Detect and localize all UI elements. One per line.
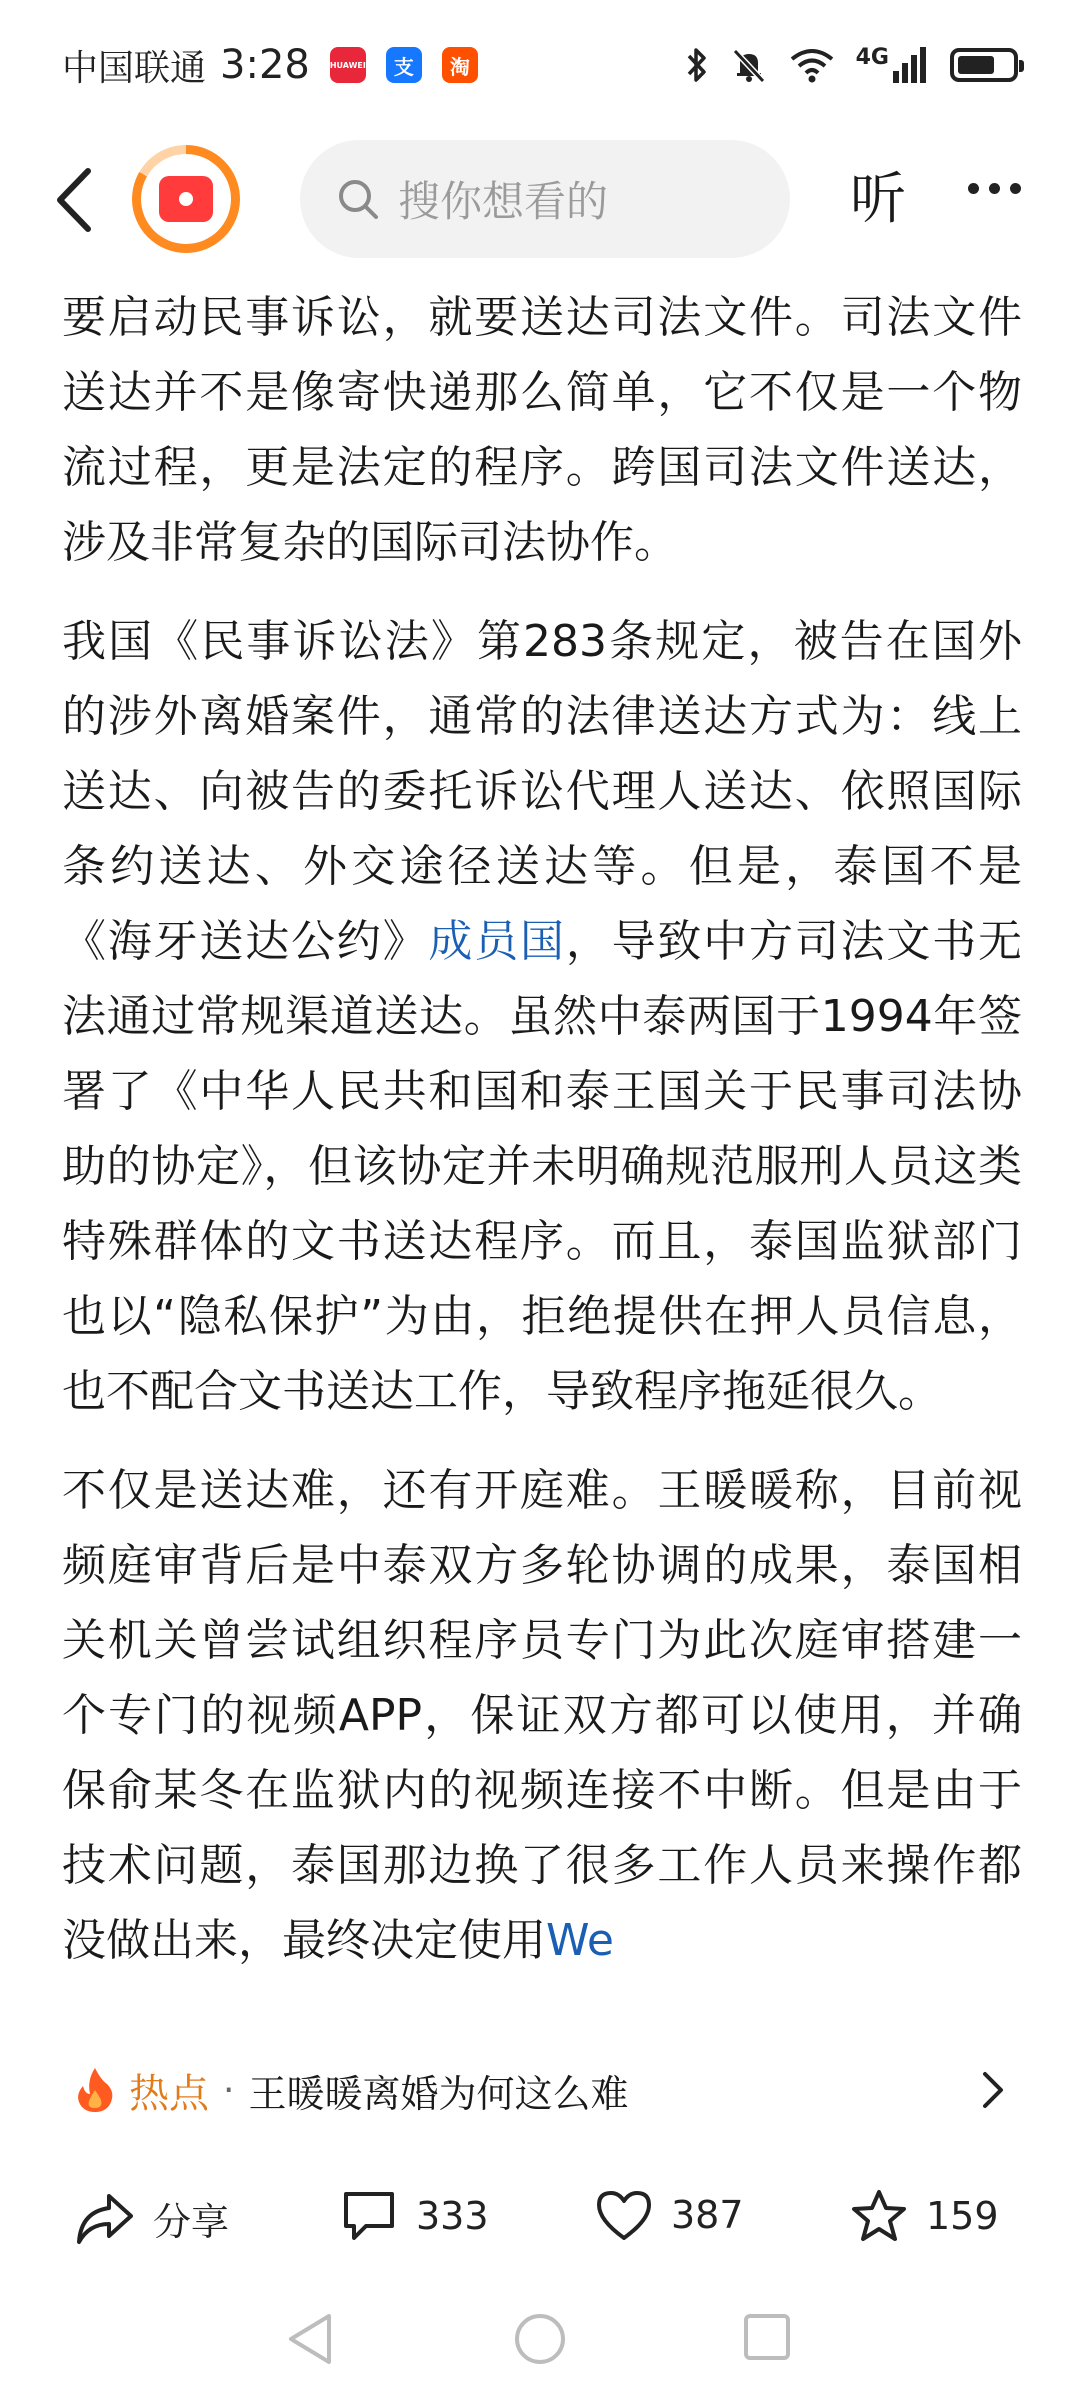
status-right (686, 46, 1018, 84)
top-header (0, 135, 1080, 265)
heart-icon (595, 2188, 653, 2242)
search-input[interactable] (300, 140, 790, 258)
cellular-signal (856, 47, 928, 83)
clock: 3:28 (220, 42, 310, 88)
star-icon (850, 2188, 908, 2244)
favorite-count: 159 (926, 2194, 999, 2238)
search-placeholder: 搜你想看的 (398, 177, 609, 226)
wechat-link[interactable]: We (546, 1915, 614, 1966)
taobao-app-icon: 淘 (442, 47, 478, 83)
like-button[interactable] (595, 2188, 744, 2242)
nav-recents-icon[interactable] (742, 2312, 792, 2362)
like-count: 387 (671, 2193, 744, 2237)
wifi-icon (790, 47, 834, 83)
article-paragraph (62, 604, 1022, 1429)
app-logo-inner (141, 154, 231, 244)
paragraph-text: 不仅是送达难，还有开庭难。王暖暖称，目前视频庭审背后是中泰双方多轮协调的成果，泰国相关机关曾尝试组织程序员专门为此次庭审搭建一个专门的视频APP，保证双方都可以使用，并确保俞某冬在监狱内的视频连接不中断。但是由于技术问题，泰国那边换了很多工作人员来操作都没做出来，最终决定使用 (62, 1465, 1022, 1966)
more-dot (1010, 183, 1021, 194)
status-bar (0, 0, 1080, 130)
favorite-button[interactable] (850, 2188, 999, 2244)
listen-button[interactable]: 听 (850, 167, 906, 232)
network-type-label: 4G (855, 45, 889, 70)
hot-topic-bar[interactable] (0, 2040, 1080, 2140)
share-button[interactable] (75, 2188, 229, 2248)
comment-icon (340, 2188, 398, 2244)
status-left (62, 40, 478, 91)
nav-back-icon[interactable] (285, 2312, 335, 2366)
action-bar (0, 2168, 1080, 2278)
back-arrow-icon[interactable] (50, 165, 100, 235)
article-paragraph: 要启动民事诉讼，就要送达司法文件。司法文件送达并不是像寄快递那么简单，它不仅是一个物流过程，更是法定的程序。跨国司法文件送达，涉及非常复杂的国际司法协作。 (62, 292, 1022, 568)
bluetooth-icon (686, 46, 708, 84)
search-icon (336, 177, 380, 221)
nav-home-icon[interactable] (513, 2312, 567, 2366)
battery-icon (950, 48, 1018, 82)
article-paragraph (62, 1453, 1022, 1978)
hot-label: 热点 (129, 2070, 209, 2117)
signal-bars-icon (892, 47, 928, 83)
share-icon (75, 2188, 135, 2248)
huawei-app-icon: HUAWEI (330, 47, 366, 83)
more-dot (989, 183, 1000, 194)
paragraph-text: 我国《民事诉讼法》第283条规定，被告在国外的涉外离婚案件，通常的法律送达方式为：线上送达、向被告的委托诉讼代理人送达、依照国际条约送达、外交途径送达等。但是，泰国不是《海牙送达公约》 (62, 616, 1022, 967)
carrier-name: 中国联通 (62, 47, 207, 89)
fire-icon (75, 2066, 115, 2114)
chevron-right-icon (981, 2070, 1005, 2110)
app-logo[interactable] (132, 145, 240, 253)
member-state-link[interactable]: 成员国 (428, 916, 566, 967)
article-body[interactable] (62, 280, 1022, 2028)
comment-button[interactable] (340, 2188, 489, 2244)
hot-separator: · (223, 2069, 235, 2111)
more-dot (968, 183, 979, 194)
system-nav-bar (0, 2290, 1080, 2388)
alipay-app-icon: 支 (386, 47, 422, 83)
paragraph-text: ，导致中方司法文书无法通过常规渠道送达。虽然中泰两国于1994年签署了《中华人民共和国和泰王国关于民事司法协助的协定》，但该协定并未明确规范服刑人员这类特殊群体的文书送达程序。而且，泰国监狱部门也以“隐私保护”为由，拒绝提供在押人员信息，也不配合文书送达工作，导致程序拖延很久。 (62, 916, 1022, 1417)
more-options-icon[interactable] (968, 183, 1021, 194)
battery-level (958, 56, 994, 74)
hot-topic-title: 王暖暖离婚为何这么难 (248, 2071, 629, 2116)
app-logo-icon (159, 176, 213, 222)
comment-count: 333 (416, 2194, 489, 2238)
share-label: 分享 (153, 2199, 230, 2244)
mute-bell-icon (730, 46, 768, 84)
